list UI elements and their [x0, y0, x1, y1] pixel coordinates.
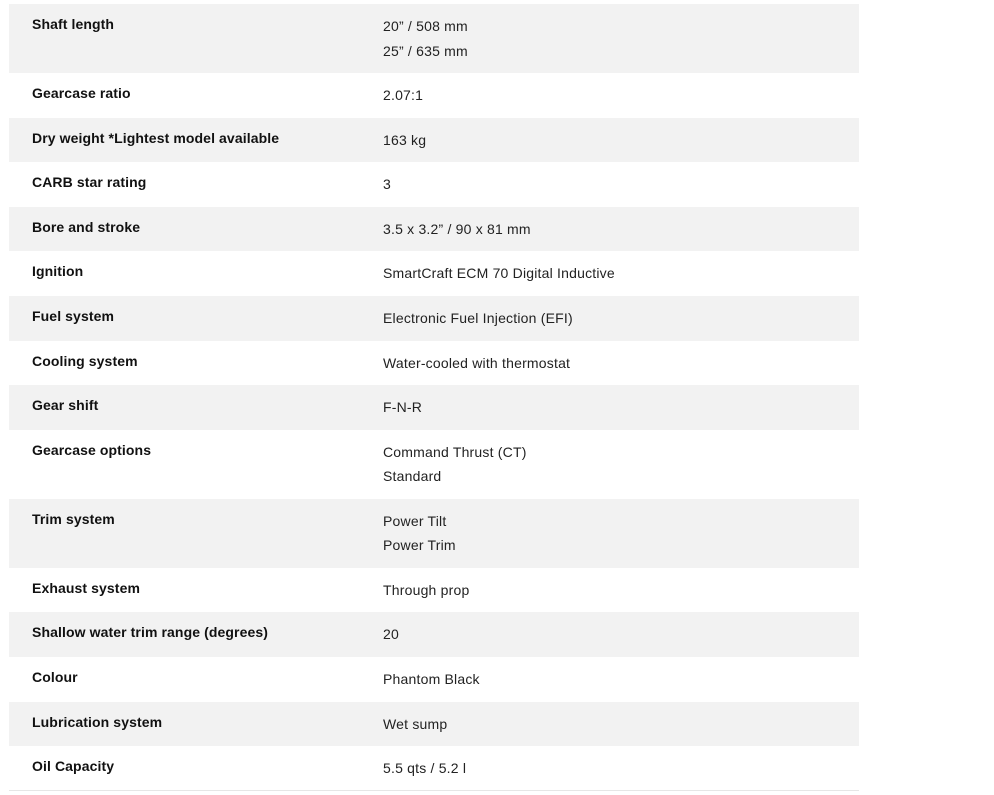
spec-row-fuel-system [9, 296, 859, 341]
spec-values [383, 746, 859, 790]
spec-label: Cooling system [32, 352, 138, 369]
spec-value: Wet sump [383, 715, 448, 732]
spec-values [383, 296, 859, 341]
spec-row-bore-and-stroke [9, 207, 859, 252]
spec-row-colour [9, 657, 859, 702]
spec-value: Electronic Fuel Injection (EFI) [383, 309, 573, 326]
spec-values [383, 73, 859, 118]
spec-value: 2.07:1 [383, 87, 424, 103]
spec-value: F-N-R [383, 399, 423, 416]
spec-row-exhaust-system [9, 568, 859, 613]
spec-row-shaft-length [9, 4, 859, 73]
spec-value: 20 [383, 626, 399, 643]
spec-values [383, 568, 859, 613]
spec-value: Power Tilt [383, 512, 447, 529]
spec-value: Power Trim [383, 537, 456, 554]
spec-row-shallow-water-trim-range [9, 612, 859, 657]
spec-value: Water-cooled with thermostat [383, 354, 571, 371]
spec-values [383, 430, 859, 499]
spec-values [383, 162, 859, 207]
spec-label: Dry weight *Lightest model available [32, 129, 280, 146]
spec-value: Through prop [383, 581, 470, 598]
spec-values [383, 251, 859, 296]
spec-value: 20” / 508 mm [383, 18, 468, 34]
spec-values [383, 702, 859, 747]
spec-label: Gearcase options [32, 441, 152, 458]
spec-row-dry-weight [9, 118, 859, 163]
spec-row-oil-capacity [9, 746, 859, 791]
spec-label: Exhaust system [32, 579, 141, 596]
spec-value: SmartCraft ECM 70 Digital Inductive [383, 265, 615, 282]
spec-values [383, 4, 859, 73]
spec-label: Shaft length [32, 16, 115, 32]
spec-value: 5.5 qts / 5.2 l [383, 760, 467, 777]
spec-label: Trim system [32, 510, 115, 527]
spec-values [383, 207, 859, 252]
spec-row-gearcase-options [9, 430, 859, 499]
spec-row-gear-shift [9, 385, 859, 430]
spec-value: 163 kg [383, 131, 427, 148]
spec-values [383, 385, 859, 430]
spec-values [383, 499, 859, 568]
spec-label: Lubrication system [32, 713, 163, 730]
spec-value: Command Thrust (CT) [383, 443, 527, 460]
spec-row-gearcase-ratio [9, 73, 859, 118]
spec-value: 3.5 x 3.2” / 90 x 81 mm [383, 220, 531, 237]
spec-label: Colour [32, 668, 78, 685]
spec-values [383, 118, 859, 163]
spec-values [383, 341, 859, 386]
spec-value: 25” / 635 mm [383, 42, 468, 59]
spec-row-lubrication-system [9, 702, 859, 747]
spec-table [9, 4, 859, 791]
spec-label: CARB star rating [32, 174, 147, 191]
spec-row-trim-system [9, 499, 859, 568]
spec-label: Ignition [32, 263, 84, 280]
spec-row-carb-star-rating [9, 162, 859, 207]
spec-label: Shallow water trim range (degrees) [32, 624, 269, 641]
spec-label: Gearcase ratio [32, 85, 131, 101]
spec-values [383, 657, 859, 702]
spec-label: Bore and stroke [32, 218, 141, 235]
spec-values [383, 612, 859, 657]
spec-row-ignition [9, 251, 859, 296]
spec-value: 3 [383, 176, 391, 193]
spec-label: Oil Capacity [32, 758, 115, 775]
spec-value: Standard [383, 468, 442, 485]
spec-row-cooling-system [9, 341, 859, 386]
spec-label: Gear shift [32, 397, 99, 414]
spec-value: Phantom Black [383, 670, 480, 687]
spec-label: Fuel system [32, 307, 115, 324]
